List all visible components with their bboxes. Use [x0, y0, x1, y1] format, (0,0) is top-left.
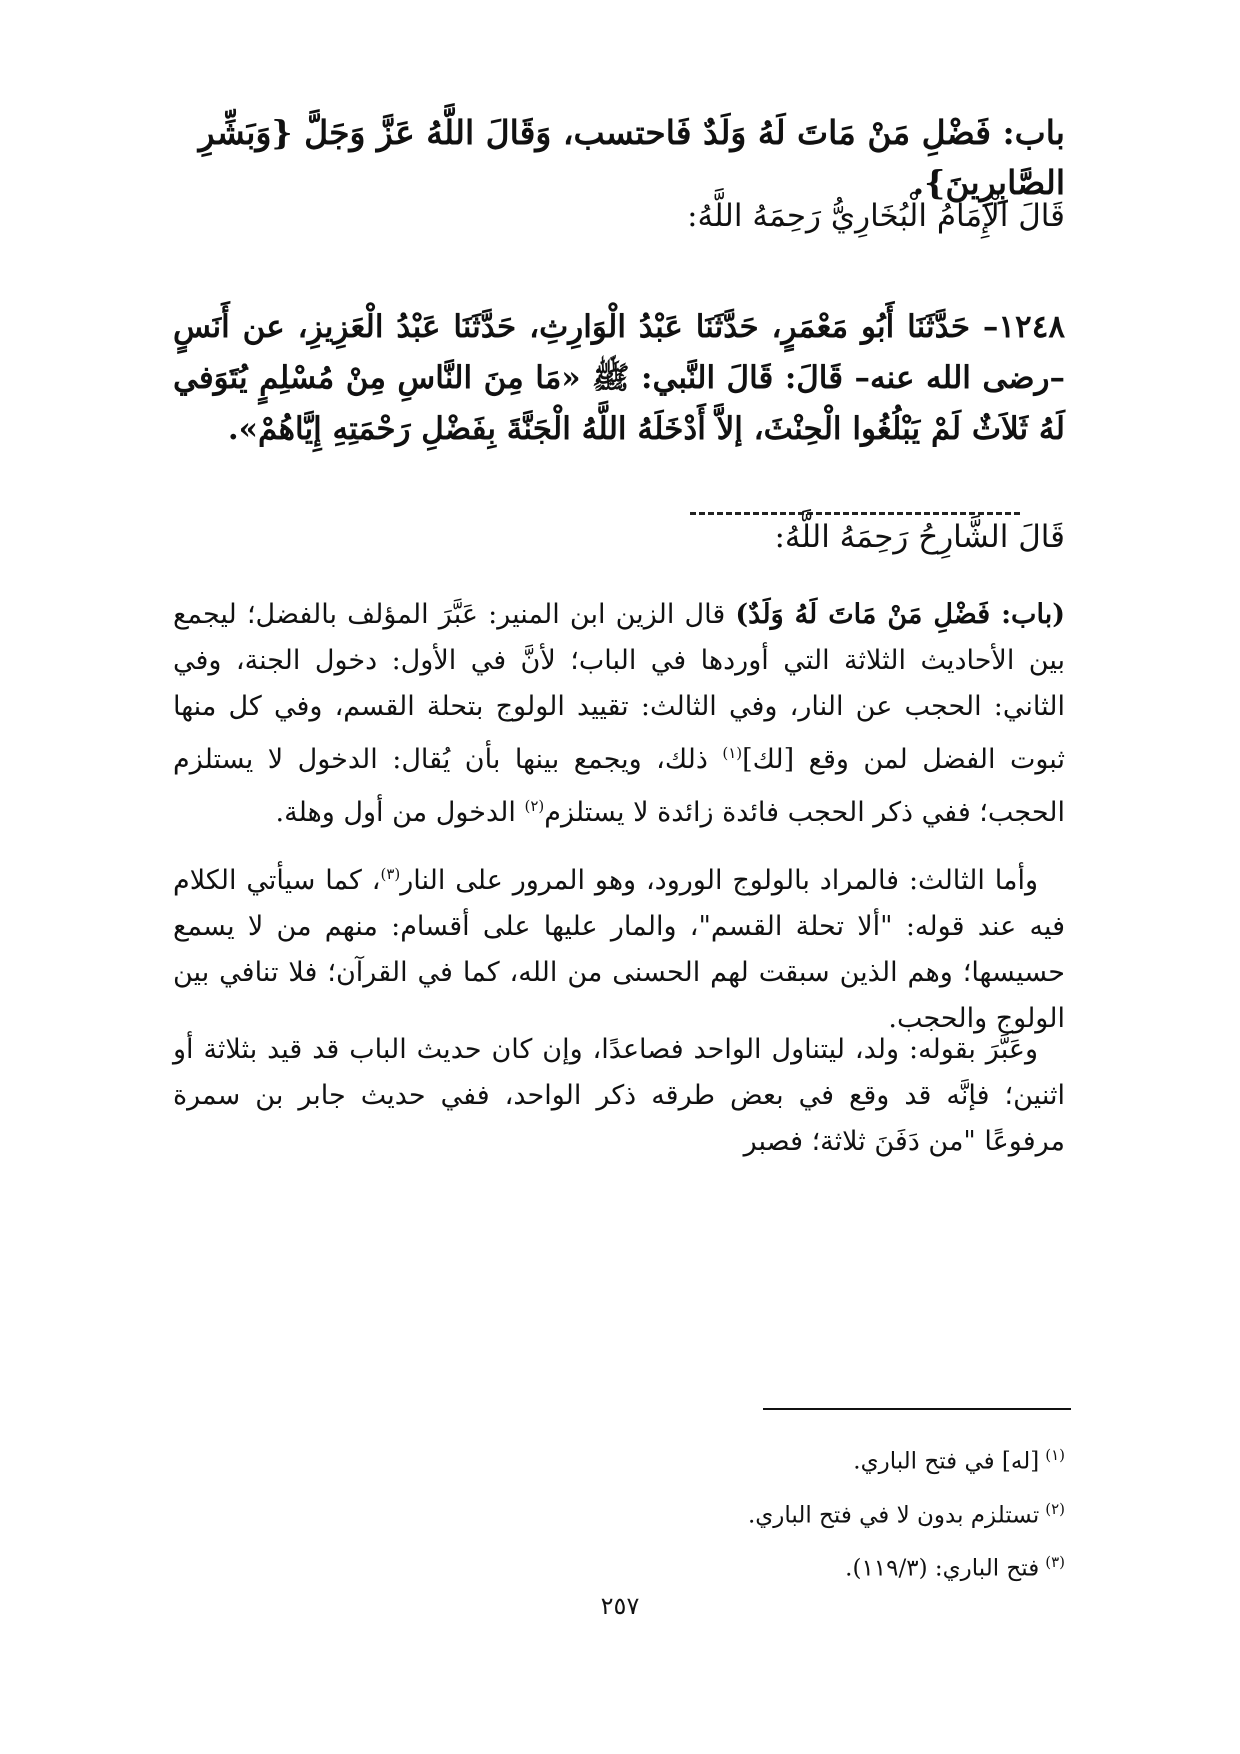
footnotes — [465, 1432, 1065, 1593]
footnote-item — [465, 1432, 1065, 1486]
footnote-marker: (٣) — [1045, 1553, 1065, 1572]
footnote-item — [465, 1486, 1065, 1540]
hadith-text: ١٢٤٨– حَدَّثَنَا أَبُو مَعْمَرٍ، حَدَّثَنَا عَبْدُ الْوَارِثِ، حَدَّثَنَا عَبْدُ الْعَزِيزِ، عن أَنَسٍ –رضى الله عنه– قَالَ: قَالَ النَّبي: ﷺ «مَا مِنَ النَّاسِ مِنْ مُسْلِمٍ يُتَوَفي لَهُ ثَلاَثٌ لَمْ يَبْلُغُوا الْحِنْثَ، إلاَّ أَدْخَلَهُ اللَّهُ الْجَنَّةَ بِفَضْلِ رَحْمَتِهِ إِيَّاهُمْ». — [173, 309, 1065, 447]
footnote-separator — [763, 1408, 1071, 1410]
paragraph-text: ذلك، ويجمع بينها بأن يُقال: الدخول لا يستلزم الحجب؛ ففي ذكر الحجب فائدة زائدة لا يستلزم — [173, 744, 1065, 828]
commentary-paragraph-1 — [173, 592, 1065, 836]
imam-said-heading: قَالَ الْإِمَامُ الْبُخَارِيُّ رَحِمَهُ اللَّهُ: — [687, 198, 1065, 234]
paragraph-text: قال الزين ابن المنير: عَبَّرَ المؤلف بالفضل؛ ليجمع بين الأحاديث الثلاثة التي أوردها في الباب؛ لأنَّ في الأول: دخول الجنة، وفي الثاني: الحجب عن النار، وفي الثالث: تقييد الولوج بتحلة القسم، وفي كل منها ثبوت الفضل لمن وقع [لك] — [173, 599, 1065, 775]
footnote-text: [له] في فتح الباري. — [853, 1448, 1040, 1475]
footnote-ref: (٢) — [524, 797, 545, 815]
paragraph-text: الدخول من أول وهلة. — [275, 797, 525, 828]
footnote-item — [465, 1539, 1065, 1593]
footnote-marker: (١) — [1045, 1446, 1065, 1464]
chapter-reference: (باب: فَضْلِ مَنْ مَاتَ لَهُ وَلَدٌ) — [735, 599, 1065, 630]
footnote-ref: (١) — [722, 744, 743, 762]
commentary-paragraph-3 — [173, 1027, 1065, 1165]
paragraph-text: ، كما سيأتي الكلام فيه عند قوله: "ألا تحلة القسم"، والمار عليها على أقسام: منهم من لا يسمع حسيسها؛ وهم الذين سبقت لهم الحسنى من الله، كما في القرآن؛ فلا تنافي بين الولوج والحجب. — [173, 865, 1065, 1034]
commentary-paragraph-2 — [173, 851, 1065, 1042]
footnote-marker: (٢) — [1045, 1499, 1065, 1518]
footnote-ref: (٣) — [380, 865, 401, 883]
paragraph-text: وأما الثالث: فالمراد بالولوج الورود، وهو المرور على النار — [400, 865, 1038, 896]
chapter-title: باب: فَضْلِ مَنْ مَاتَ لَهُ وَلَدٌ فَاحتسب، وَقَالَ اللَّهُ عَزَّ وَجَلَّ {وَبَشِّرِ الصَّابِرِينَ}. — [198, 113, 1065, 202]
commentator-said-heading: قَالَ الشَّارِحُ رَحِمَهُ اللَّهُ: — [774, 519, 1065, 555]
paragraph-text: وعَبَّرَ بقوله: ولد، ليتناول الواحد فصاعدًا، وإن كان حديث الباب قد قيد بثلاثة أو اثنين؛ فإنَّه قد وقع في بعض طرقه ذكر الواحد، ففي حديث جابر بن سمرة مرفوعًا "من دَفَنَ ثلاثة؛ فصبر — [173, 1034, 1065, 1157]
footnote-text: تستلزم بدون لا في فتح الباري. — [747, 1502, 1040, 1529]
footnote-text: فتح الباري: (١١٩/٣). — [845, 1555, 1040, 1582]
page-number: ٢٥٧ — [600, 1592, 640, 1620]
